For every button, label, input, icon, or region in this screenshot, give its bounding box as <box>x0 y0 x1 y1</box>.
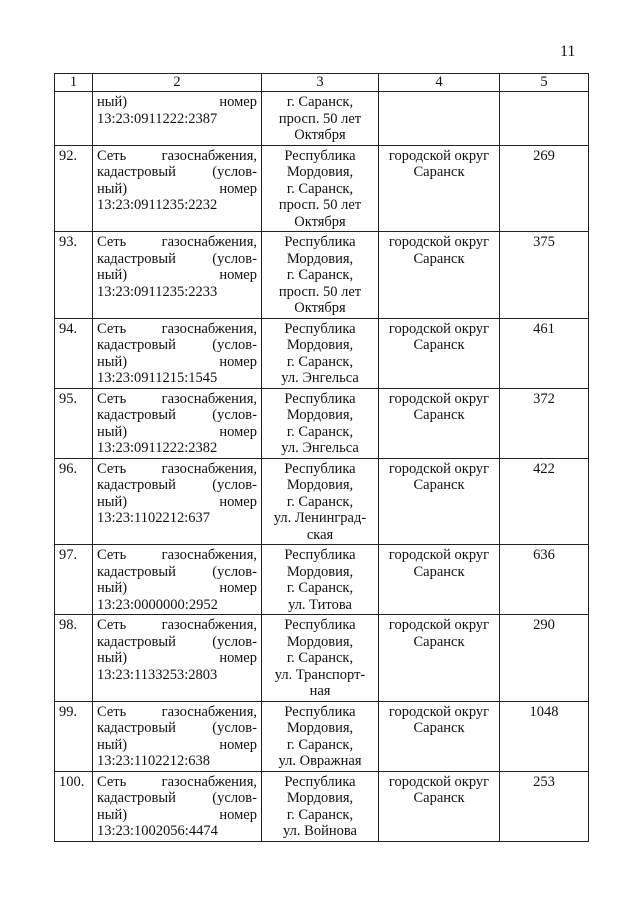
description-cell-line: кадастровый (услов- <box>97 633 257 650</box>
description-cell-line: 13:23:0000000:2952 <box>97 596 218 613</box>
address-cell-line: Мордовия, <box>286 337 354 353</box>
address-cell-line: Мордовия, <box>286 563 354 580</box>
table-row <box>55 145 589 232</box>
address-cell-line: Республика <box>284 390 356 407</box>
address-cell-line: просп. 50 лет <box>278 110 362 127</box>
row-number-cell: 97. <box>55 545 93 615</box>
address-cell <box>262 701 379 771</box>
header-row <box>55 74 589 92</box>
description-cell <box>93 318 262 388</box>
municipality-cell-line: городской округ <box>388 147 490 164</box>
row-number-cell: 100. <box>55 771 93 841</box>
length-cell <box>500 92 589 146</box>
address-cell-line: г. Саранск, <box>286 650 354 666</box>
length-cell: 422 <box>500 458 589 545</box>
description-cell <box>93 701 262 771</box>
description-cell-line: 13:23:1002056:4474 <box>97 823 218 839</box>
length-cell: 461 <box>500 318 589 388</box>
description-cell <box>93 458 262 545</box>
description-cell-line: ный) номер <box>97 94 257 110</box>
address-cell-line: Мордовия, <box>286 790 354 806</box>
description-cell <box>93 232 262 319</box>
address-cell <box>262 458 379 545</box>
address-cell <box>262 771 379 841</box>
address-cell-line: Октября <box>294 300 346 316</box>
table-row <box>55 92 589 146</box>
address-cell-line: г. Саранск, <box>286 493 354 510</box>
municipality-cell-line: Саранск <box>413 337 465 353</box>
address-cell-line: Октября <box>294 213 346 230</box>
description-cell <box>93 92 262 146</box>
length-cell: 1048 <box>500 701 589 771</box>
municipality-cell-line: городской округ <box>388 773 490 790</box>
address-cell-line: ская <box>306 526 334 543</box>
row-number-cell: 95. <box>55 388 93 458</box>
description-cell-line: Сеть газоснабжения, <box>97 147 257 164</box>
table-row <box>55 545 589 615</box>
length-cell: 636 <box>500 545 589 615</box>
description-cell-line: кадастровый (услов- <box>97 250 257 267</box>
description-cell <box>93 545 262 615</box>
address-cell-line: ул. Транспорт- <box>274 666 366 683</box>
description-cell-line: Сеть газоснабжения, <box>97 390 257 407</box>
address-cell-line: Мордовия, <box>286 477 354 493</box>
description-cell-line: 13:23:1102212:638 <box>97 753 211 769</box>
row-number-cell <box>55 92 93 146</box>
address-cell-line: Мордовия, <box>286 250 354 267</box>
description-cell-line: ный) номер <box>97 353 257 370</box>
municipality-cell-line: городской округ <box>388 390 490 407</box>
municipality-cell <box>379 545 500 615</box>
municipality-cell-line: Саранск <box>413 407 465 423</box>
address-cell-line: г. Саранск, <box>286 267 354 283</box>
municipality-cell <box>379 92 500 146</box>
address-cell-line: просп. 50 лет <box>278 197 362 213</box>
address-cell-line: Республика <box>284 617 356 633</box>
table-row <box>55 771 589 841</box>
address-cell-line: г. Саранск, <box>286 180 354 197</box>
description-cell-line: ный) номер <box>97 736 257 753</box>
table-row <box>55 701 589 771</box>
municipality-cell-line: Саранск <box>413 720 465 736</box>
column-header: 5 <box>500 74 589 92</box>
municipality-cell <box>379 615 500 702</box>
address-cell-line: Республика <box>284 460 356 477</box>
length-cell: 290 <box>500 615 589 702</box>
address-cell-line: ул. Овражная <box>278 753 362 769</box>
address-cell-line: просп. 50 лет <box>278 283 362 300</box>
address-cell-line: ул. Энгельса <box>281 440 359 456</box>
address-cell-line: Республика <box>284 703 356 720</box>
address-cell <box>262 145 379 232</box>
description-cell-line: Сеть газоснабжения, <box>97 703 257 720</box>
page-number: 11 <box>560 43 576 60</box>
description-cell-line: кадастровый (услов- <box>97 164 257 180</box>
description-cell-line: 13:23:0911235:2233 <box>97 283 218 300</box>
address-cell-line: г. Саранск, <box>286 806 354 823</box>
row-number-cell: 96. <box>55 458 93 545</box>
description-cell-line: кадастровый (услов- <box>97 563 257 580</box>
address-cell-line: ная <box>309 683 331 699</box>
description-cell <box>93 145 262 232</box>
address-cell-line: Октября <box>294 127 346 143</box>
address-cell-line: г. Саранск, <box>286 94 354 110</box>
column-header: 3 <box>262 74 379 92</box>
description-cell-line: ный) номер <box>97 580 257 596</box>
description-cell-line: ный) номер <box>97 180 257 197</box>
description-cell-line: ный) номер <box>97 493 257 510</box>
address-cell-line: ул. Титова <box>288 596 352 613</box>
municipality-cell-line: Саранск <box>413 563 465 580</box>
description-cell-line: кадастровый (услов- <box>97 790 257 806</box>
description-cell <box>93 771 262 841</box>
address-cell-line: Республика <box>284 147 356 164</box>
address-cell-line: Республика <box>284 547 356 563</box>
municipality-cell-line: городской округ <box>388 460 490 477</box>
description-cell-line: Сеть газоснабжения, <box>97 234 257 250</box>
description-cell-line: 13:23:0911222:2382 <box>97 440 218 456</box>
description-cell-line: 13:23:0911235:2232 <box>97 197 218 213</box>
municipality-cell-line: городской округ <box>388 703 490 720</box>
municipality-cell-line: городской округ <box>388 547 490 563</box>
description-cell-line: Сеть газоснабжения, <box>97 617 257 633</box>
description-cell-line: 13:23:0911215:1545 <box>97 370 218 386</box>
municipality-cell-line: городской округ <box>388 617 490 633</box>
address-cell-line: ул. Войнова <box>283 823 357 839</box>
address-cell <box>262 92 379 146</box>
table-row <box>55 318 589 388</box>
description-cell-line: кадастровый (услов- <box>97 720 257 736</box>
address-cell-line: Республика <box>284 773 356 790</box>
municipality-cell-line: Саранск <box>413 250 465 267</box>
description-cell-line: Сеть газоснабжения, <box>97 547 257 563</box>
description-cell-line: ный) номер <box>97 423 257 440</box>
address-cell-line: ул. Энгельса <box>281 370 359 386</box>
address-cell-line: Мордовия, <box>286 407 354 423</box>
table-row <box>55 388 589 458</box>
description-cell-line: ный) номер <box>97 267 257 283</box>
description-cell-line: кадастровый (услов- <box>97 477 257 493</box>
table-body <box>55 92 589 842</box>
description-cell <box>93 388 262 458</box>
address-cell-line: г. Саранск, <box>286 353 354 370</box>
address-cell-line: Республика <box>284 320 356 337</box>
municipality-cell <box>379 232 500 319</box>
column-header: 2 <box>93 74 262 92</box>
column-header: 1 <box>55 74 93 92</box>
address-cell-line: Мордовия, <box>286 633 354 650</box>
address-cell-line: Республика <box>284 234 356 250</box>
length-cell: 269 <box>500 145 589 232</box>
length-cell: 375 <box>500 232 589 319</box>
description-cell-line: Сеть газоснабжения, <box>97 460 257 477</box>
row-number-cell: 92. <box>55 145 93 232</box>
row-number-cell: 99. <box>55 701 93 771</box>
address-cell <box>262 318 379 388</box>
register-table <box>54 73 589 842</box>
address-cell-line: г. Саранск, <box>286 580 354 596</box>
row-number-cell: 98. <box>55 615 93 702</box>
municipality-cell <box>379 318 500 388</box>
municipality-cell <box>379 388 500 458</box>
description-cell-line: Сеть газоснабжения, <box>97 320 257 337</box>
length-cell: 372 <box>500 388 589 458</box>
address-cell-line: Мордовия, <box>286 164 354 180</box>
row-number-cell: 93. <box>55 232 93 319</box>
address-cell-line: Мордовия, <box>286 720 354 736</box>
description-cell-line: ный) номер <box>97 806 257 823</box>
address-cell-line: г. Саранск, <box>286 423 354 440</box>
description-cell-line: Сеть газоснабжения, <box>97 773 257 790</box>
table-row <box>55 615 589 702</box>
length-cell: 253 <box>500 771 589 841</box>
row-number-cell: 94. <box>55 318 93 388</box>
municipality-cell-line: Саранск <box>413 164 465 180</box>
address-cell <box>262 615 379 702</box>
municipality-cell-line: городской округ <box>388 234 490 250</box>
municipality-cell-line: городской округ <box>388 320 490 337</box>
municipality-cell <box>379 458 500 545</box>
municipality-cell <box>379 771 500 841</box>
description-cell-line: кадастровый (услов- <box>97 407 257 423</box>
description-cell-line: 13:23:1133253:2803 <box>97 666 218 683</box>
table-row <box>55 458 589 545</box>
table-row <box>55 232 589 319</box>
municipality-cell-line: Саранск <box>413 790 465 806</box>
column-header: 4 <box>379 74 500 92</box>
description-cell <box>93 615 262 702</box>
description-cell-line: 13:23:0911222:2387 <box>97 110 218 127</box>
description-cell-line: кадастровый (услов- <box>97 337 257 353</box>
address-cell-line: ул. Ленинград- <box>273 510 367 526</box>
municipality-cell-line: Саранск <box>413 633 465 650</box>
address-cell <box>262 232 379 319</box>
municipality-cell <box>379 701 500 771</box>
municipality-cell-line: Саранск <box>413 477 465 493</box>
municipality-cell <box>379 145 500 232</box>
address-cell-line: г. Саранск, <box>286 736 354 753</box>
address-cell <box>262 545 379 615</box>
description-cell-line: ный) номер <box>97 650 257 666</box>
address-cell <box>262 388 379 458</box>
description-cell-line: 13:23:1102212:637 <box>97 510 211 526</box>
